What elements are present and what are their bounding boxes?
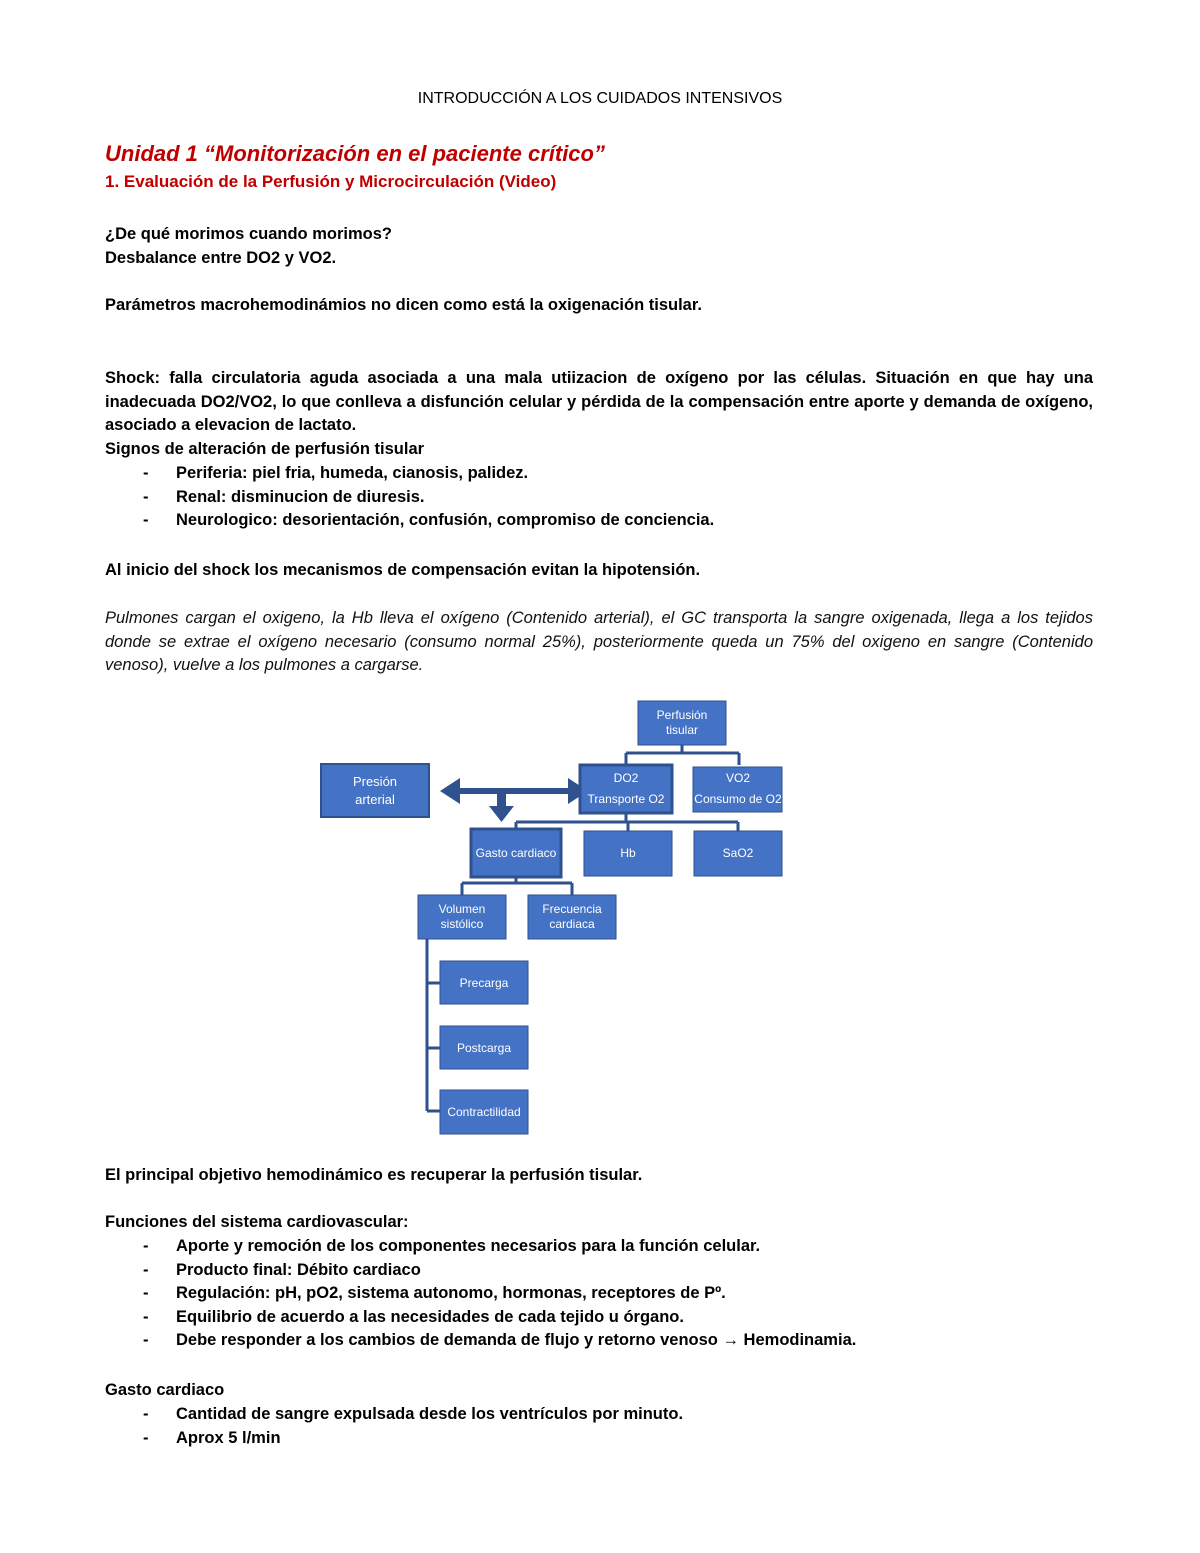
macro-paragraph: Parámetros macrohemodinámios no dicen como está la oxigenación tisular. xyxy=(105,296,702,314)
compensation-paragraph: Al inicio del shock los mecanismos de compensación evitan la hipotensión. xyxy=(105,561,701,579)
list-item: - Regulación: pH, pO2, sistema autonomo, hormonas, receptores de Pº. xyxy=(143,1284,726,1302)
functions-list xyxy=(105,1235,856,1353)
box-volumen-sistolico xyxy=(418,895,506,939)
svg-text:Gasto cardiaco: Gasto cardiaco xyxy=(475,846,557,860)
box-sao2 xyxy=(694,831,782,876)
list-item: - Debe responder a los cambios de demanda de flujo y retorno venoso → Hemodinamia. xyxy=(143,1331,857,1349)
box-contractilidad xyxy=(440,1090,528,1134)
down-arrow-icon xyxy=(489,794,514,822)
svg-text:tisular: tisular xyxy=(665,723,699,737)
svg-text:SaO2: SaO2 xyxy=(722,846,754,860)
svg-text:cardiaca: cardiaca xyxy=(549,917,595,931)
functions-heading: Funciones del sistema cardiovascular: xyxy=(105,1213,409,1231)
svg-text:Perfusión: Perfusión xyxy=(656,708,708,722)
list-item: - Producto final: Débito cardiaco xyxy=(143,1260,421,1279)
connector-perfusion xyxy=(626,745,739,765)
shock-paragraph: Shock: falla circulatoria aguda asociada a una mala utiizacion de oxígeno por las células. Situación en que hay una inadecuada DO2/VO2, lo que conlleva a disfunción celular y pérdida de la compensación entre aporte y demanda de oxígeno, asociado a elevacion de lactato. xyxy=(105,369,1093,434)
svg-text:Frecuencia: Frecuencia xyxy=(542,902,602,916)
objective-paragraph: El principal objetivo hemodinámico es recuperar la perfusión tisular. xyxy=(105,1166,643,1184)
section-title: 1. Evaluación de la Perfusión y Microcirculación (Video) xyxy=(105,172,557,191)
svg-text:Hb: Hb xyxy=(620,846,636,860)
box-presion-arterial xyxy=(321,764,429,817)
svg-text:Presión: Presión xyxy=(352,774,398,789)
box-do2 xyxy=(580,765,672,813)
box-gasto-cardiaco xyxy=(471,829,561,877)
list-item: - Neurologico: desorientación, confusión, compromiso de conciencia. xyxy=(143,511,715,529)
physiology-paragraph: Pulmones cargan el oxigeno, la Hb lleva el oxígeno (Contenido arterial), el GC transporta la sangre oxigenada, llega a los tejidos donde se extrae el oxígeno necesario (consumo normal 25%), posteriormente queda un 75% del oxigeno en sangre (Contenido venoso), vuelve a los pulmones a cargarse. xyxy=(105,609,1093,674)
box-precarga xyxy=(440,961,528,1004)
question-line: ¿De qué morimos cuando morimos? xyxy=(105,225,392,243)
svg-text:DO2: DO2 xyxy=(613,771,639,785)
svg-text:Precarga: Precarga xyxy=(459,976,509,990)
list-item: - Renal: disminucion de diuresis. xyxy=(143,487,425,506)
gasto-list xyxy=(105,1403,683,1450)
box-perfusion xyxy=(638,701,726,745)
svg-text:Transporte O2: Transporte O2 xyxy=(587,792,665,806)
list-item: - Aporte y remoción de los componentes necesarios para la función celular. xyxy=(143,1237,761,1255)
connector-volumen xyxy=(427,939,440,1111)
box-vo2 xyxy=(693,767,782,812)
svg-text:Contractilidad: Contractilidad xyxy=(447,1105,521,1119)
svg-text:sistólico: sistólico xyxy=(440,917,484,931)
list-item: - Equilibrio de acuerdo a las necesidades de cada tejido u órgano. xyxy=(143,1307,684,1326)
box-frecuencia-cardiaca xyxy=(528,895,616,939)
document-title: INTRODUCCIÓN A LOS CUIDADOS INTENSIVOS xyxy=(417,90,783,107)
list-item: - Cantidad de sangre expulsada desde los ventrículos por minuto. xyxy=(143,1405,684,1423)
unit-title: Unidad 1 “Monitorización en el paciente crítico” xyxy=(105,141,605,166)
double-arrow-icon xyxy=(440,778,588,804)
connector-gasto xyxy=(462,877,572,895)
signs-heading: Signos de alteración de perfusión tisular xyxy=(105,440,425,458)
svg-text:Volumen: Volumen xyxy=(438,902,486,916)
answer-line: Desbalance entre DO2 y VO2. xyxy=(105,249,337,267)
svg-text:Postcarga: Postcarga xyxy=(456,1041,512,1055)
svg-text:Consumo de O2: Consumo de O2 xyxy=(694,792,782,806)
svg-text:VO2: VO2 xyxy=(725,771,751,785)
gasto-heading: Gasto cardiaco xyxy=(105,1381,225,1399)
box-postcarga xyxy=(440,1026,528,1069)
list-item: - Periferia: piel fria, humeda, cianosis, palidez. xyxy=(143,464,529,482)
box-hb xyxy=(584,831,672,876)
svg-text:arterial: arterial xyxy=(355,792,395,807)
list-item: - Aprox 5 l/min xyxy=(143,1428,281,1447)
